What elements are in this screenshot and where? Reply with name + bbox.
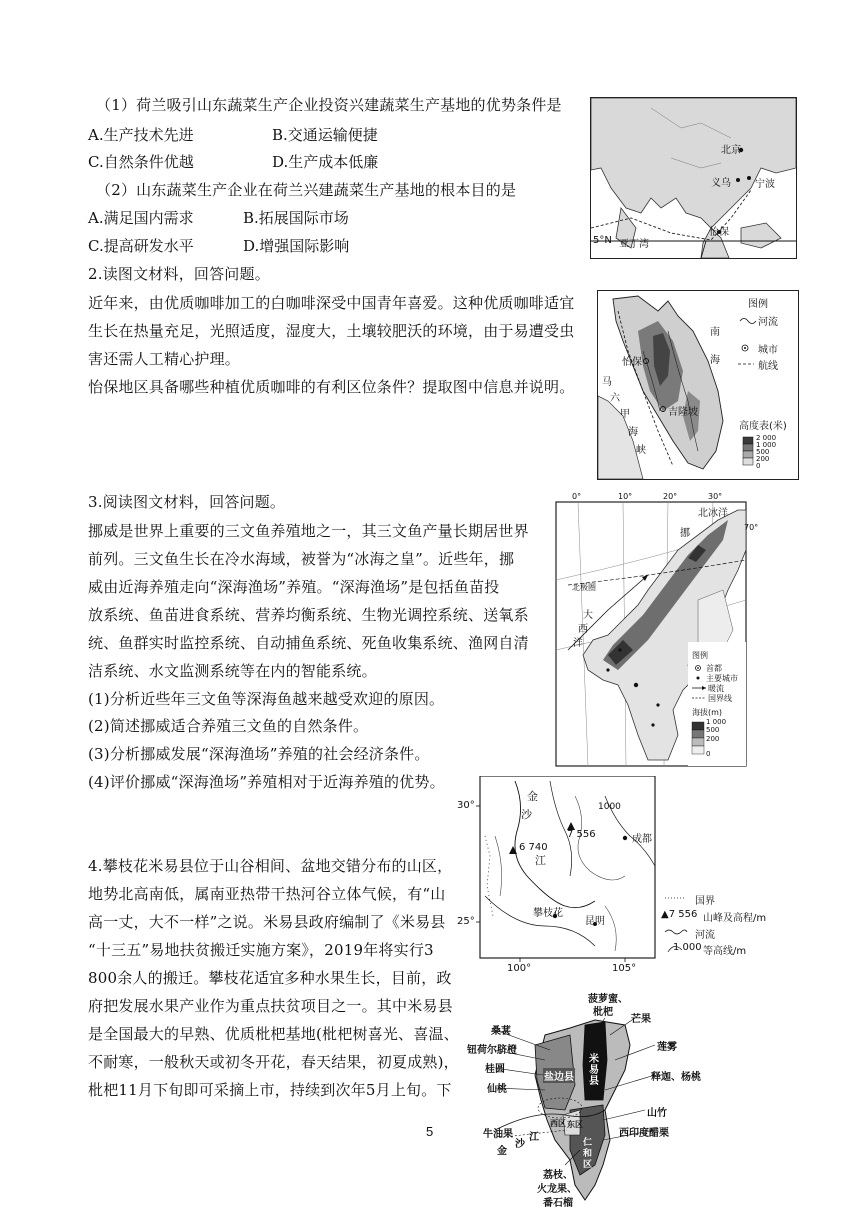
q4-line-9: 枇杷11月下旬即可采摘上市，持续到次年5月上旬。下 [88, 1081, 452, 1099]
city-dot-4 [651, 723, 654, 726]
q3-line-3: 威由近海养殖走向“深海渔场”养殖。“深海渔场”是包括鱼苗投 [88, 578, 500, 596]
norway-elev-0: 0 [706, 750, 711, 758]
q2-line-2: 生长在热量充足，光照适度，湿度大，土壤较肥沃的环境，由于易遭受虫 [88, 322, 575, 340]
legend-title: 图例 [748, 299, 768, 310]
q3-question-2: (2)简述挪威适合养殖三文鱼的自然条件。 [88, 717, 369, 735]
label-south-2: 海 [710, 355, 720, 366]
label-contour-1000: 1000 [598, 802, 621, 812]
q4-line-8: 不耐寒，一般秋天或初冬开花，春天结果，初夏成熟)， [88, 1053, 459, 1071]
q4-line-7: 是全国最大的早熟、优质枇杷基地(枇杷树喜光、喜温、 [88, 1025, 459, 1043]
norway-legend-title: 图例 [692, 651, 708, 660]
lon-20: 20° [663, 492, 678, 501]
label-peak-6740: 6 740 [519, 842, 548, 853]
fruit-lychee: 荔枝、 [543, 1170, 573, 1181]
elev-tick-2000: 2 000 [756, 434, 777, 442]
fruit-jackfruit: 菠萝蜜、 [588, 994, 628, 1005]
q3-title: 3.阅读图文材料，回答问题。 [88, 493, 286, 511]
q3-line-6: 洁系统、水文监测系统等在内的智能系统。 [88, 662, 377, 680]
q3-line-1: 挪威是世界上重要的三文鱼养殖地之一，其三文鱼产量长期居世界 [88, 522, 529, 540]
fruit-mangosteen: 山竹 [647, 1108, 667, 1119]
panzhihua-fruit-map [455, 990, 755, 1210]
elev-tick-500: 500 [756, 448, 770, 456]
label-arctic-ocean: 北冰洋 [698, 508, 728, 519]
q4-line-5: 800余人的搬迁。攀枝花适宜多种水果生长，目前，政 [88, 969, 452, 987]
legend-contour: 等高线/m [703, 946, 747, 957]
norway-elev-title: 海拔(m) [692, 708, 723, 717]
label-atlantic-1: 大 [583, 610, 593, 621]
legend-capital: 首都 [706, 664, 722, 673]
legend-river: 河流 [695, 930, 715, 941]
q2-line-4: 怡保地区具备哪些种植优质咖啡的有利区位条件？提取图中信息并说明。 [88, 378, 575, 396]
norway-elev-1000: 1 000 [706, 718, 727, 726]
label-atlantic-3: 洋 [573, 638, 583, 649]
legend-contour-value: 1 000 [673, 942, 702, 953]
district-miyi: 米易县 [589, 1054, 599, 1087]
legend-peak-elevation: 山峰及高程/m [703, 913, 767, 924]
asia-route-map [590, 97, 797, 259]
fruit-custard-apple: 释迦、杨桃 [651, 1072, 701, 1083]
q1-2-option-b: B.拓展国际市场 [243, 209, 349, 227]
label-norway: 挪 [680, 528, 690, 539]
lat-30: 30° [457, 800, 475, 811]
elev-tick-0: 0 [756, 462, 761, 470]
district-renhe: 仁和区 [583, 1138, 593, 1170]
q1-option-d: D.生产成本低廉 [272, 153, 379, 171]
label-south-1: 南 [710, 327, 720, 338]
lat-25: 25° [457, 916, 475, 927]
fruit-peach: 仙桃 [487, 1084, 507, 1095]
lon-105: 105° [612, 963, 637, 974]
elev-tick-1000: 1 000 [756, 441, 777, 449]
label-yiwu: 义乌 [711, 178, 731, 189]
label-5n: 5°N [593, 235, 612, 246]
label-chengdu: 成都 [632, 834, 652, 845]
fruit-navel-orange: 钮荷尔脐橙 [467, 1045, 517, 1056]
city-dot-2 [618, 648, 621, 651]
label-ipoh-city: 怡保 [622, 357, 642, 368]
q1-stem-1: （1）荷兰吸引山东蔬菜生产企业投资兴建蔬菜生产基地的优势条件是 [96, 96, 562, 114]
q4-line-6: 府把发展水果产业作为重点扶贫项目之一。其中米易县 [88, 997, 453, 1015]
legend-city: 城市 [758, 345, 778, 356]
label-malacca-4: 海 [628, 427, 638, 438]
label-sha: 沙 [521, 808, 532, 821]
label-jin: 金 [527, 790, 538, 803]
q2-title: 2.读图文材料，回答问题。 [88, 265, 270, 283]
legend-route: 航线 [758, 361, 778, 372]
city-dot-3 [656, 703, 659, 706]
fruit-mango: 芒果 [631, 1014, 651, 1025]
fruit-longan: 桂圆 [485, 1064, 505, 1075]
elevation-title: 高度表(米) [739, 421, 787, 432]
q1-2-option-a: A.满足国内需求 [88, 209, 194, 227]
q1-stem-2: （2）山东蔬菜生产企业在荷兰兴建蔬菜生产基地的根本目的是 [96, 181, 517, 199]
q4-line-3: 高一丈，大不一样”之说。米易县政府编制了《米易县 [88, 913, 446, 931]
q3-line-4: 放系统、鱼苗进食系统、营养均衡系统、生物光调控系统、送氧系 [88, 606, 529, 624]
district-dongqu: 东区 [567, 1120, 583, 1129]
fruit-mulberry: 桑葚 [491, 1026, 511, 1037]
label-panzhihua: 攀枝花 [533, 908, 563, 919]
river-jiang: 江 [529, 1132, 539, 1143]
oslo-dot [634, 683, 638, 687]
q4-line-1: 4.攀枝花米易县位于山谷相间、盆地交错分布的山区， [88, 857, 453, 875]
norway-elev-200: 200 [706, 735, 720, 743]
district-xiqu: 西区 [550, 1119, 566, 1128]
ningbo-dot [747, 176, 751, 180]
fruit-guava: 番石榴 [543, 1198, 573, 1209]
district-yanbian: 盐边县 [543, 1068, 575, 1083]
label-gulf-aden: 亚丁湾 [619, 239, 649, 250]
label-ningbo: 宁波 [755, 179, 775, 190]
legend-peak-symbol: ▲7 556 [661, 909, 698, 920]
legend-main-city: 主要城市 [706, 674, 738, 683]
legend-river: 河流 [758, 317, 778, 328]
q2-line-1: 近年来，由优质咖啡加工的白咖啡深受中国青年喜爱。这种优质咖啡适宜 [88, 294, 575, 312]
lat-70: 70° [744, 523, 759, 532]
label-malacca-2: 六 [610, 393, 620, 404]
norway-elev-500: 500 [706, 726, 720, 734]
label-arctic-circle: 北极圈 [572, 583, 596, 592]
q1-2-option-c: C.提高研发水平 [88, 237, 194, 255]
fruit-acerola: 西印度醋栗 [619, 1128, 669, 1139]
label-peak-7556: 7 556 [567, 829, 596, 840]
label-atlantic-2: 西 [578, 624, 588, 635]
lon-0: 0° [572, 492, 582, 501]
lon-100: 100° [507, 963, 532, 974]
q3-question-3: (3)分析挪威发展“深海渔场”养殖的社会经济条件。 [88, 745, 430, 763]
elev-tick-200: 200 [756, 455, 770, 463]
label-kuala-lumpur: 吉隆坡 [668, 407, 698, 418]
label-kunming: 昆明 [585, 916, 605, 927]
legend-national-border: 国界 [695, 896, 715, 907]
q1-option-b: B.交通运输便捷 [272, 126, 378, 144]
label-ipoh: 怡保 [709, 227, 729, 238]
q2-line-3: 害还需人工精心护理。 [88, 350, 241, 368]
norway-map [548, 490, 758, 770]
lon-10: 10° [618, 492, 633, 501]
q4-line-2: 地势北高南低，属南亚热带干热河谷立体气候，有“山 [88, 885, 446, 903]
q4-line-4: “十三五”易地扶贫搬迁实施方案》，2019年将实行3 [88, 941, 434, 959]
fruit-avocado: 牛油果 [483, 1129, 513, 1140]
q3-line-5: 统、鱼群实时监控系统、自动捕鱼系统、死鱼收集系统、渔网自清 [88, 634, 529, 652]
label-malacca-1: 马 [602, 377, 612, 388]
q1-option-a: A.生产技术先进 [88, 126, 194, 144]
q3-question-4: (4)评价挪威“深海渔场”养殖相对于近海养殖的优势。 [88, 773, 445, 791]
legend-warm-current: 暖流 [708, 684, 724, 693]
river-jin: 金 [497, 1146, 507, 1157]
q3-question-1: (1)分析近些年三文鱼等深海鱼越来越受欢迎的原因。 [88, 690, 445, 708]
fruit-dragonfruit: 火龙果、 [537, 1184, 577, 1195]
q1-option-c: C.自然条件优越 [88, 153, 194, 171]
yiwu-dot [736, 178, 740, 182]
page-number: 5 [426, 1124, 434, 1139]
q1-2-option-d: D.增强国际影响 [243, 237, 350, 255]
sichuan-map [455, 776, 785, 976]
fruit-loquat: 枇杷 [593, 1007, 613, 1018]
fruit-wax-apple: 莲雾 [657, 1042, 677, 1053]
q3-line-2: 前列。三文鱼生长在冷水海域，被誉为“冰海之皇”。近些年，挪 [88, 550, 515, 568]
city-dot-1 [606, 668, 609, 671]
river-sha: 沙 [515, 1139, 525, 1150]
chengdu-dot [623, 836, 627, 840]
label-jiang: 江 [535, 854, 546, 867]
malaysia-map [597, 290, 799, 480]
lon-30: 30° [708, 492, 723, 501]
label-malacca-3: 甲 [620, 409, 630, 420]
legend-border: 国界线 [708, 694, 732, 703]
label-malacca-5: 峡 [636, 445, 646, 456]
label-beijing: 北京 [721, 145, 741, 156]
